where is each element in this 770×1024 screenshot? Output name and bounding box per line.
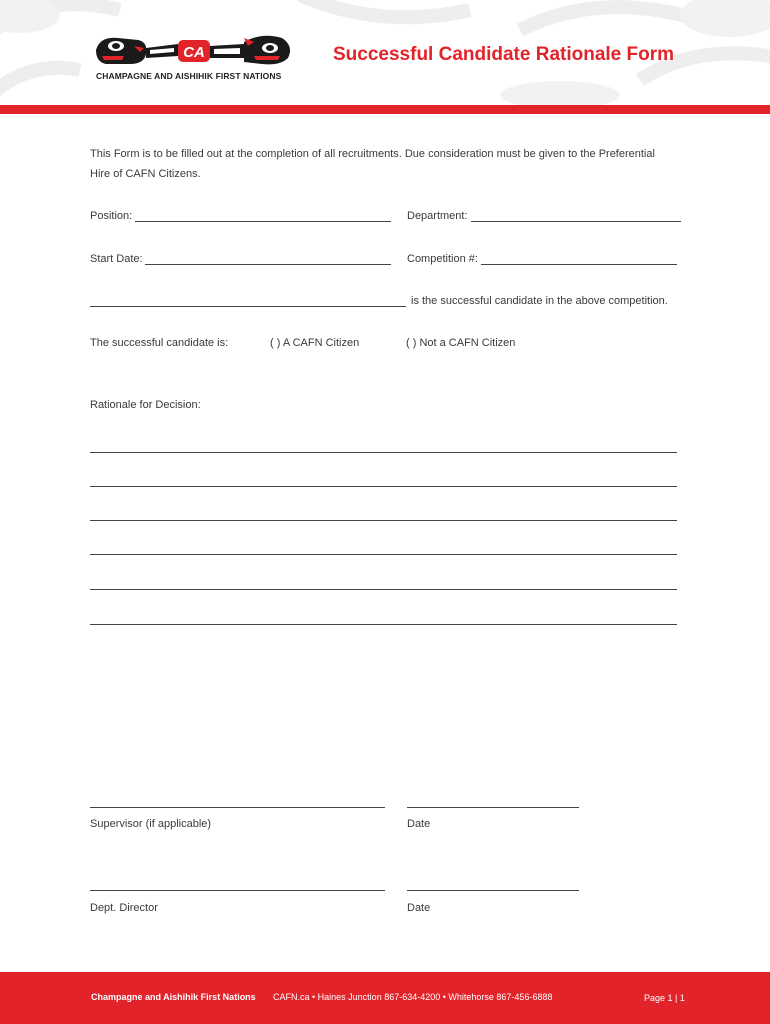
director-signature-line[interactable] [90, 890, 385, 891]
competition-label: Competition #: [407, 253, 478, 265]
supervisor-label: Supervisor (if applicable) [90, 818, 212, 830]
rationale-line-4[interactable] [90, 554, 677, 555]
option-cafn-citizen[interactable]: ( ) A CAFN Citizen [270, 337, 360, 349]
logo-text: CHAMPAGNE AND AISHIHIK FIRST NATIONS [96, 71, 282, 81]
intro-text-line-1: This Form is to be filled out at the completion of all recruitments. Due consideration must be given to the Preferential [90, 148, 655, 160]
rationale-label: Rationale for Decision: [90, 399, 201, 411]
rationale-line-2[interactable] [90, 486, 677, 487]
option-not-cafn-citizen[interactable]: ( ) Not a CAFN Citizen [406, 337, 516, 349]
director-date-line[interactable] [407, 890, 579, 891]
rationale-line-1[interactable] [90, 452, 677, 453]
cafn-logo-icon [94, 32, 294, 72]
position-label: Position: [90, 210, 133, 222]
department-field[interactable] [471, 221, 681, 222]
footer-page-number: Page 1 | 1 [644, 993, 685, 1003]
rationale-line-5[interactable] [90, 589, 677, 590]
supervisor-signature-line[interactable] [90, 807, 385, 808]
candidate-is-label: The successful candidate is: [90, 337, 229, 349]
supervisor-date-label: Date [407, 818, 431, 830]
director-label: Dept. Director [90, 902, 158, 914]
department-label: Department: [407, 210, 468, 222]
successful-candidate-text: is the successful candidate in the above competition. [411, 295, 668, 307]
footer-contact: CAFN.ca • Haines Junction 867-634-4200 • Whitehorse 867-456-6888 [273, 992, 553, 1002]
intro-text-line-2: Hire of CAFN Citizens. [90, 168, 201, 180]
candidate-name-field[interactable] [90, 306, 406, 307]
header-divider-bar [0, 105, 770, 114]
supervisor-date-line[interactable] [407, 807, 579, 808]
director-date-label: Date [407, 902, 431, 914]
rationale-line-3[interactable] [90, 520, 677, 521]
page-title: Successful Candidate Rationale Form [333, 44, 675, 65]
cafn-logo [94, 32, 294, 72]
footer-bar [0, 972, 770, 1024]
start-date-label: Start Date: [90, 253, 143, 265]
svg-text:CA: CA [183, 44, 205, 61]
competition-field[interactable] [481, 264, 677, 265]
position-field[interactable] [135, 221, 391, 222]
rationale-line-6[interactable] [90, 624, 677, 625]
start-date-field[interactable] [145, 264, 391, 265]
footer-org-name: Champagne and Aishihik First Nations [91, 992, 256, 1002]
